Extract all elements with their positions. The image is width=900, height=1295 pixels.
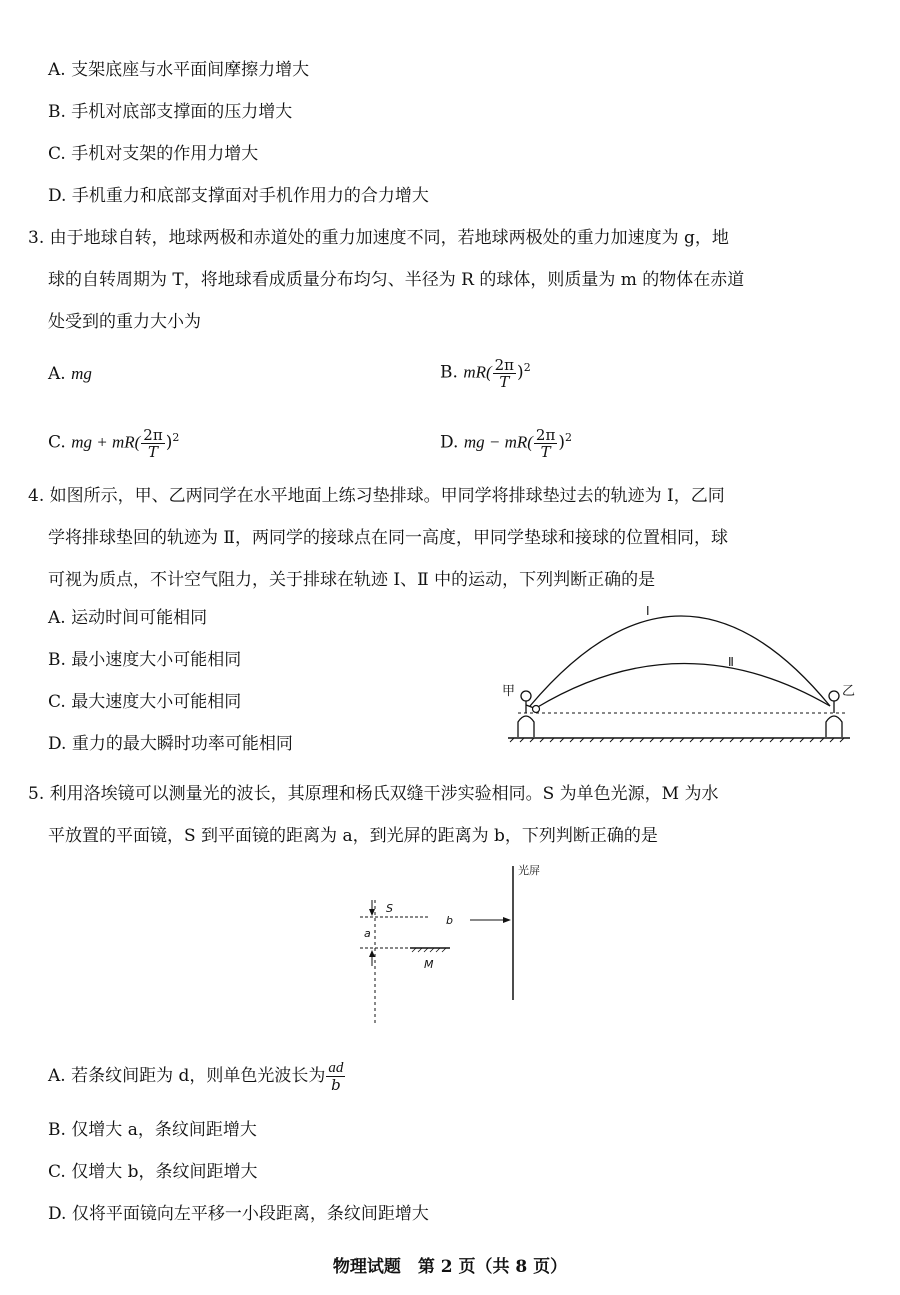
q2-option-d: D. 手机重力和底部支撑面对手机作用力的合力增大	[48, 186, 429, 206]
q5-option-a	[48, 1060, 346, 1093]
person-jia-label: 甲	[502, 684, 516, 699]
q3-option-c-power: 2	[172, 431, 180, 444]
q3-stem-line-3: 处受到的重力大小为	[48, 312, 201, 332]
q5-stem-line-1: 5. 利用洛埃镜可以测量光的波长，其原理和杨氏双缝干涉实验相同。S 为单色光源，M 为水	[28, 784, 719, 804]
trajectory-i-label: Ⅰ	[646, 604, 650, 618]
person-jia-icon	[518, 691, 534, 737]
fraction-denominator: T	[540, 442, 551, 461]
q3-option-c-prefix: mg + mR(	[71, 432, 141, 452]
q3-option-c	[48, 426, 179, 460]
q3-option-d-close: )	[558, 432, 565, 453]
q3-option-a-label: A.	[48, 364, 66, 384]
q2-option-c: C. 手机对支架的作用力增大	[48, 144, 259, 164]
q3-option-d-label: D.	[440, 432, 459, 453]
q3-option-d-fraction	[534, 427, 557, 460]
q3-stem-line-1: 3. 由于地球自转，地球两极和赤道处的重力加速度不同，若地球两极处的重力加速度为 g，地	[28, 228, 729, 248]
distance-b-label: b	[446, 914, 453, 927]
q3-option-d-power: 2	[564, 431, 572, 444]
q3-option-b-label: B.	[440, 362, 458, 383]
screen-label: 光屏	[518, 864, 540, 877]
fraction-denominator: T	[499, 372, 510, 391]
q4-option-b: B. 最小速度大小可能相同	[48, 650, 242, 670]
q5-stem-line-2: 平放置的平面镜，S 到平面镜的距离为 a，到光屏的距离为 b，下列判断正确的是	[48, 826, 658, 846]
q3-option-d-prefix: mg − mR(	[463, 432, 533, 452]
q3-option-c-label: C.	[48, 432, 66, 453]
mirror-label: M	[424, 958, 434, 971]
q3-option-b	[440, 356, 531, 390]
distance-a-label: a	[364, 927, 371, 940]
q4-stem-line-2: 学将排球垫回的轨迹为 Ⅱ，两同学的接球点在同一高度，甲同学垫球和接球的位置相同，球	[48, 528, 728, 548]
fraction-denominator: b	[331, 1076, 341, 1094]
person-yi-label: 乙	[842, 684, 856, 699]
a-arrowhead-bottom	[369, 950, 375, 957]
q5-option-b: B. 仅增大 a，条纹间距增大	[48, 1120, 257, 1140]
q3-option-b-prefix: mR(	[463, 362, 492, 382]
q4-option-a: A. 运动时间可能相同	[48, 608, 208, 628]
q4-option-d: D. 重力的最大瞬时功率可能相同	[48, 734, 293, 754]
fraction-numerator: ad	[328, 1060, 344, 1076]
a-arrowhead-top	[369, 909, 375, 916]
fraction-numerator: 2π	[143, 425, 163, 444]
trajectory-ii-curve	[536, 663, 830, 708]
trajectory-i-curve	[530, 616, 830, 706]
q5-option-c: C. 仅增大 b，条纹间距增大	[48, 1162, 258, 1182]
q5-option-a-fraction	[326, 1060, 345, 1093]
q3-option-c-fraction	[141, 427, 164, 460]
q5-lloyd-mirror-figure	[350, 860, 550, 1030]
person-yi-icon	[826, 691, 842, 737]
q2-option-b: B. 手机对底部支撑面的压力增大	[48, 102, 293, 122]
q3-option-d	[440, 426, 572, 460]
q4-option-c: C. 最大速度大小可能相同	[48, 692, 242, 712]
q4-stem-line-3: 可视为质点，不计空气阻力，关于排球在轨迹 Ⅰ、Ⅱ 中的运动，下列判断正确的是	[48, 570, 656, 590]
q5-option-a-text: A. 若条纹间距为 d，则单色光波长为	[48, 1066, 326, 1086]
q4-trajectory-figure	[500, 600, 860, 750]
q3-option-b-power: 2	[523, 361, 531, 374]
source-label: S	[386, 902, 393, 915]
fraction-numerator: 2π	[494, 355, 515, 374]
page-footer: 物理试题 第 2 页（共 8 页）	[332, 1257, 568, 1277]
q3-stem-line-2: 球的自转周期为 T，将地球看成质量分布均匀、半径为 R 的球体，则质量为 m 的物体在赤道	[48, 270, 745, 290]
q5-option-d: D. 仅将平面镜向左平移一小段距离，条纹间距增大	[48, 1204, 429, 1224]
q4-stem-line-1: 4. 如图所示，甲、乙两同学在水平地面上练习垫排球。甲同学将排球垫过去的轨迹为 Ⅰ，乙同	[28, 486, 725, 506]
q3-option-b-close: )	[517, 362, 524, 383]
ball-icon	[533, 706, 540, 713]
q3-option-a-expr: mg	[71, 364, 92, 383]
fraction-numerator: 2π	[535, 425, 556, 444]
q3-option-c-close: )	[165, 432, 173, 453]
b-arrowhead-right	[503, 917, 511, 923]
q3-option-b-fraction	[493, 357, 516, 390]
q2-option-a: A. 支架底座与水平面间摩擦力增大	[48, 60, 310, 80]
fraction-denominator: T	[147, 442, 158, 461]
q3-option-a	[48, 362, 92, 386]
trajectory-ii-label: Ⅱ	[728, 655, 734, 669]
